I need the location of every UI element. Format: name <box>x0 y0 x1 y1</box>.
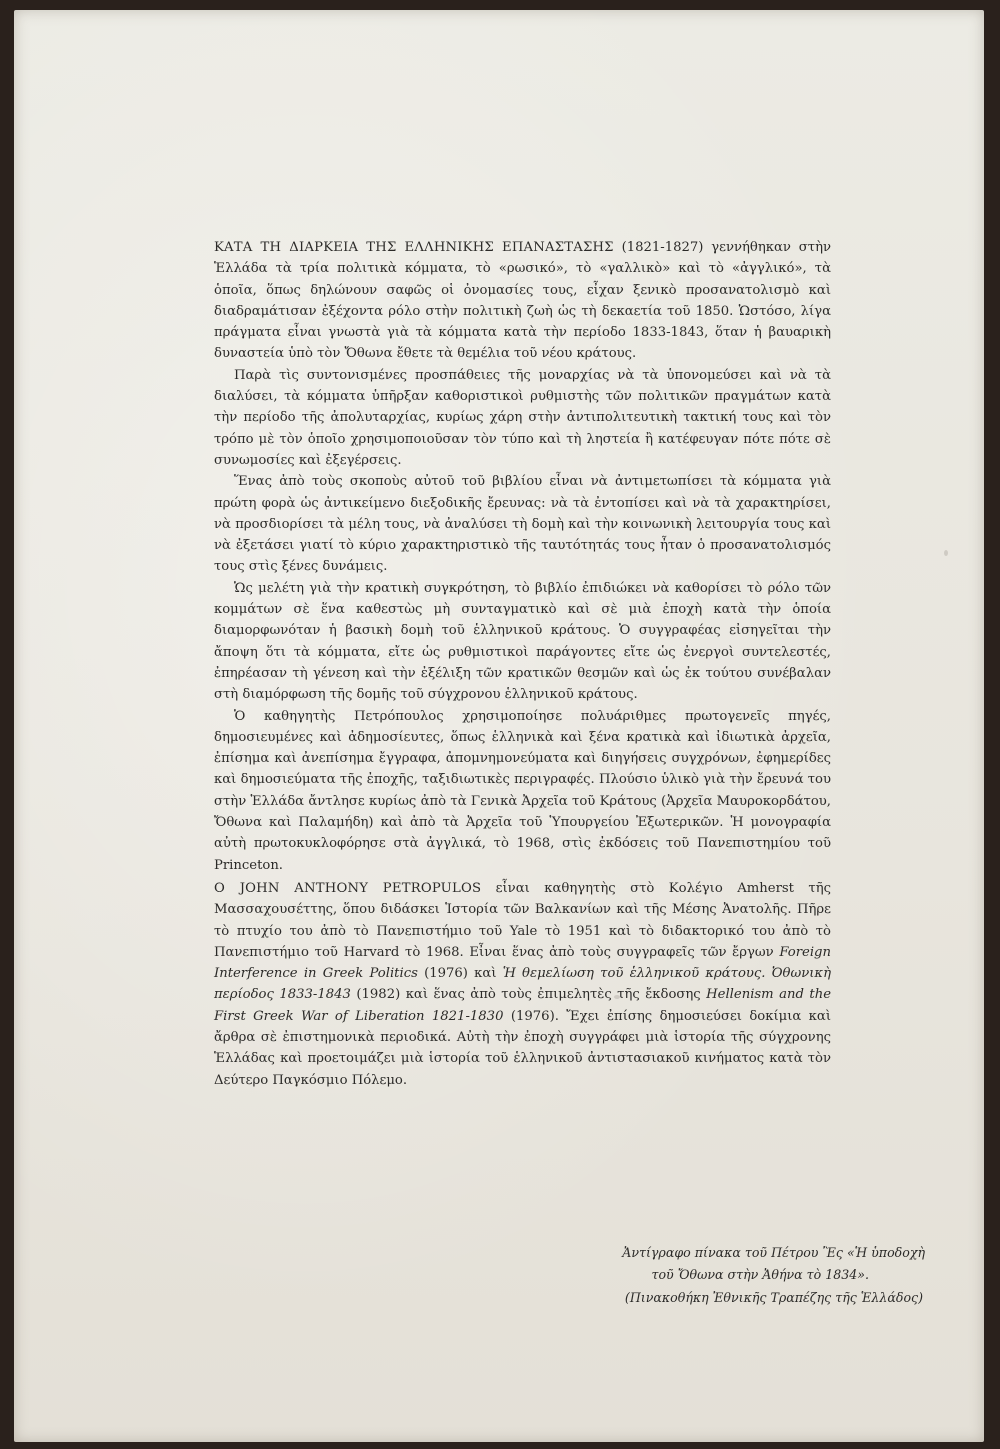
summary-paragraph: Ὡς μελέτη γιὰ τὴν κρατικὴ συγκρότηση, τὸ βιβλίο ἐπιδιώκει νὰ καθορίσει τὸ ρόλο τῶν κομμάτων σὲ ἕνα καθεστὼς μὴ συνταγματικὸ καὶ σὲ μιὰ ἐποχὴ κατὰ τὴν ὁποία διαμορφωνόταν ἡ βασικὴ δομὴ τοῦ ἑλληνικοῦ κράτους. Ὁ συγγραφέας εἰσηγεῖται τὴν ἄποψη ὅτι τὰ κόμματα, εἴτε ὡς ρυθμιστικοὶ παράγοντες εἴτε ὡς ἐνεργοὶ συντελεστές, ἐπηρέασαν τὴ γένεση καὶ τὴν ἐξέλιξη τῶν κρατικῶν θεσμῶν καὶ ὡς ἐκ τούτου συνέβαλαν στὴ διαμόρφωση τῆς δομῆς τοῦ σύγχρονου ἑλληνικοῦ κράτους. <box>214 580 831 703</box>
author-bio-text: εἶναι καθηγητὴς στὸ Κολέγιο Amherst τῆς Μασσαχουσέττης, ὅπου διδάσκει Ἱστορία τῶν Βαλκανίων καὶ τῆς Μέσης Ἀνατολῆς. Πῆρε τὸ πτυχίο του ἀπὸ τὸ Πανεπιστήμιο τοῦ Yale τὸ 1951 καὶ τὸ διδακτορικό του ἀπὸ τὸ Πανεπιστήμιο τοῦ Harvard τὸ 1968. Εἶναι ἕνας ἀπὸ τοὺς συγγραφεῖς τῶν ἔργων <box>214 881 832 960</box>
summary-paragraph: Παρὰ τὶς συντονισμένες προσπάθειες τῆς μοναρχίας νὰ τὰ ὑπονομεύσει καὶ νὰ τὰ διαλύσει, τὰ κόμματα ὑπῆρξαν καθοριστικοὶ ρυθμιστὴς τῶν πολιτικῶν πραγμάτων κατὰ τὴν περίοδο τῆς ἀπολυταρχίας, κυρίως χάρη στὴν ἀντιπολιτευτικὴ τακτική τους καὶ τὸν τρόπο μὲ τὸν ὁποῖο χρησιμοποιοῦσαν τὸν τύπο καὶ τὴ ληστεία ἢ κατέφευγαν πότε πότε σὲ συνωμοσίες καὶ ἐξεγέρσεις. <box>214 367 831 468</box>
book-title-italic: Hellenism and the First Greek War of Liberation 1821-1830 <box>214 987 831 1024</box>
book-title-italic: Foreign Interference in Greek Politics <box>214 944 831 982</box>
summary-paragraph-text: (1821-1827) γεννήθηκαν στὴν Ἑλλάδα τὰ τρία πολιτικὰ κόμματα, τὸ «ρωσικό», τὸ «γαλλικὸ» καὶ τὸ «ἀγγλικό», τὰ ὁποῖα, ὅπως δηλώνουν σαφῶς οἱ ὀνομασίες τους, εἶχαν ξενικὸ προσανατολισμὸ καὶ διαδραμάτισαν ἐξέχοντα ρόλο στὴν πολιτικὴ ζωὴ ὡς τὴ δεκαετία τοῦ 1850. Ὡστόσο, λίγα πράγματα εἶναι γνωστὰ γιὰ τὰ κόμματα κατὰ τὴν περίοδο 1833-1843, ὅταν ἡ βαυαρικὴ δυναστεία ὑπὸ τὸν Ὄθωνα ἔθετε τὰ θεμέλια τοῦ νέου κράτους. <box>214 240 832 362</box>
author-name: Ο JOHN ANTHONY PETROPULOS <box>214 881 482 896</box>
summary-paragraph: Ἕνας ἀπὸ τοὺς σκοποὺς αὐτοῦ τοῦ βιβλίου εἶναι νὰ ἀντιμετωπίσει τὰ κόμματα γιὰ πρώτη φορὰ ὡς ἀντικείμενο διεξοδικῆς ἔρευνας: νὰ τὰ ἐντοπίσει καὶ νὰ τὰ χαρακτηρίσει, νὰ προσδιορίσει τὰ μέλη τους, νὰ ἀναλύσει τὴ δομὴ καὶ τὴν κοινωνικὴ λειτουργία τους καὶ νὰ ἐξετάσει γιατί τὸ κύριο χαρακτηριστικὸ τῆς ταυτότητάς τους ἦταν ὁ προσανατολισμός τους στὶς ξένες δυνάμεις. <box>214 474 831 575</box>
author-bio-text: (1976). Ἔχει ἐπίσης δημοσιεύσει δοκίμια καὶ ἄρθρα σὲ ἐπιστημονικὰ περιοδικά. Αὐτὴ τὴν ἐποχὴ συγγράφει μιὰ ἱστορία τῆς σύγχρονης Ἑλλάδας καὶ προετοιμάζει μιὰ ἱστορία τοῦ ἑλληνικοῦ ἀντιστασιακοῦ κινήματος κατὰ τὸν Δεύτερο Παγκόσμιο Πόλεμο. <box>214 1008 832 1088</box>
author-biography <box>214 878 831 1091</box>
author-bio-text: (1976) καὶ <box>417 966 503 982</box>
book-title-italic: Ἡ θεμελίωση τοῦ ἑλληνικοῦ κράτους. Ὀθωνικὴ περίοδος 1833-1843 <box>214 966 831 1003</box>
paper-wear-mark <box>944 550 948 556</box>
summary-paragraph: Ὁ καθηγητὴς Πετρόπουλος χρησιμοποίησε πολυάριθμες πρωτογενεῖς πηγές, δημοσιευμένες καὶ ἀδημοσίευτες, ὅπως ἑλληνικὰ καὶ ξένα κρατικὰ καὶ ἰδιωτικὰ ἀρχεῖα, ἐπίσημα καὶ ἀνεπίσημα ἔγγραφα, ἀπομνημονεύματα καὶ διηγήσεις συγχρόνων, ἐφημερίδες καὶ δημοσιεύματα τῆς ἐποχῆς, ταξιδιωτικὲς περιγραφές. Πλούσιο ὑλικὸ γιὰ τὴν ἔρευνά του στὴν Ἑλλάδα ἄντλησε κυρίως ἀπὸ τὰ Γενικὰ Ἀρχεῖα τοῦ Κράτους (Ἀρχεῖα Μαυροκορδάτου, Ὄθωνα καὶ Παλαμήδη) καὶ ἀπὸ τὰ Ἀρχεῖα τοῦ Ὑπουργείου Ἐξωτερικῶν. Ἡ μονογραφία αὐτὴ πρωτοκυκλοφόρησε στὰ ἀγγλικά, τὸ 1968, στὶς ἐκδόσεις τοῦ Πανεπιστημίου τοῦ Princeton. <box>214 708 831 873</box>
caption-line: τοῦ Ὄθωνα στὴν Ἀθήνα τὸ 1834». <box>651 1266 869 1282</box>
author-bio-paragraph <box>214 878 831 1091</box>
summary-heading-lead: ΚΑΤΑ ΤΗ ΔΙΑΡΚΕΙΑ ΤΗΣ ΕΛΛΗΝΙΚΗΣ ΕΠΑΝΑΣΤΑΣΗΣ <box>214 240 614 255</box>
author-bio-text: (1982) καὶ ἕνας ἀπὸ τοὺς ἐπιμελητὲς τῆς ἔκδοσης <box>350 987 707 1003</box>
book-summary <box>214 237 831 876</box>
cover-image-caption <box>525 1242 925 1309</box>
summary-paragraph <box>214 237 831 365</box>
caption-line: Ἀντίγραφο πίνακα τοῦ Πέτρου Ἒς «Ἡ ὑποδοχὴ <box>622 1245 925 1260</box>
caption-credit: (Πινακοθήκη Ἐθνικῆς Τραπέζης τῆς Ἑλλάδος) <box>624 1290 923 1305</box>
